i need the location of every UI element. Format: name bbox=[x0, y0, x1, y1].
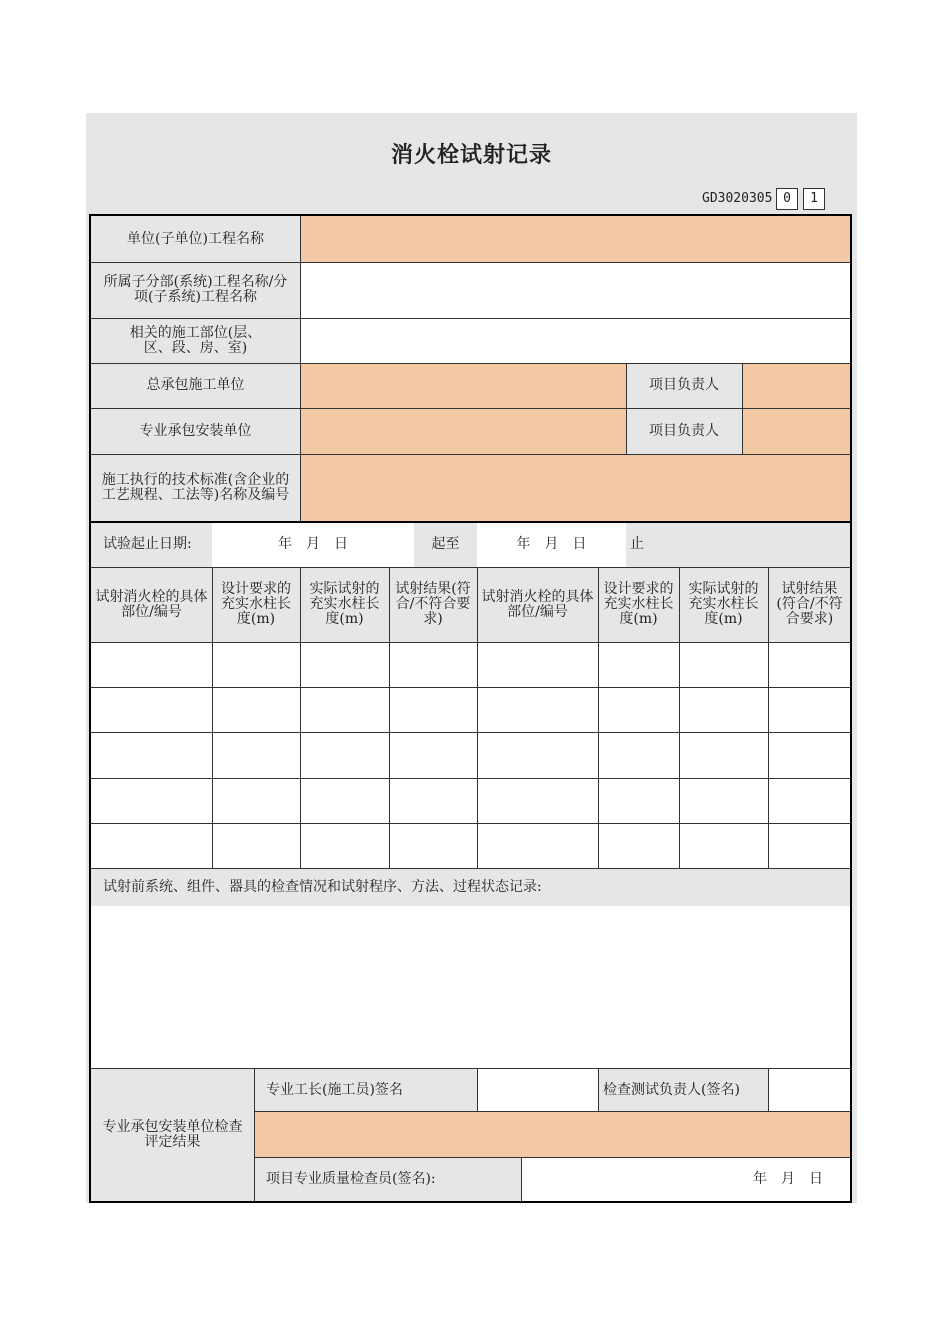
grid-line bbox=[91, 687, 851, 688]
table-header-result-2: 试射结果(符合/不符合要求) bbox=[768, 567, 851, 642]
table-header-location-1: 试射消火栓的具体部位/编号 bbox=[91, 567, 212, 642]
input-end-date[interactable]: 年 月 日 bbox=[477, 522, 626, 567]
form-code: GD3020305 bbox=[702, 191, 773, 206]
grid-line bbox=[91, 1068, 851, 1069]
grid-line bbox=[91, 642, 851, 643]
input-project-manager-2[interactable] bbox=[742, 408, 851, 454]
input-record[interactable] bbox=[91, 906, 851, 1068]
label-inspector: 项目专业质量检查员(签名): bbox=[254, 1157, 521, 1202]
grid-line bbox=[768, 1068, 769, 1112]
grid-line bbox=[742, 363, 743, 454]
grid-line bbox=[521, 1157, 522, 1202]
grid-line bbox=[90, 214, 852, 216]
table-header-design-length-1: 设计要求的充实水柱长度(m) bbox=[212, 567, 300, 642]
label-project-manager-1: 项目负责人 bbox=[626, 363, 742, 408]
label-project-manager-2: 项目负责人 bbox=[626, 408, 742, 454]
table-header-actual-length-1: 实际试射的充实水柱长度(m) bbox=[300, 567, 389, 642]
label-subproject-name: 所属子分部(系统)工程名称/分项(子系统)工程名称 bbox=[91, 262, 300, 318]
grid-line bbox=[91, 732, 851, 733]
grid-line bbox=[300, 216, 301, 522]
grid-line bbox=[598, 567, 599, 868]
grid-line bbox=[254, 1157, 851, 1158]
label-general-contractor: 总承包施工单位 bbox=[91, 363, 300, 408]
grid-line bbox=[90, 1201, 852, 1203]
label-standard: 施工执行的技术标准(含企业的工艺规程、工法等)名称及编号 bbox=[91, 454, 300, 522]
input-subproject-name[interactable] bbox=[300, 262, 851, 318]
input-special-contractor[interactable] bbox=[300, 408, 626, 454]
input-start-date[interactable]: 年 月 日 bbox=[212, 522, 414, 567]
label-project-name: 单位(子单位)工程名称 bbox=[91, 216, 300, 262]
grid-line bbox=[91, 521, 851, 523]
grid-line bbox=[91, 262, 851, 263]
input-general-contractor[interactable] bbox=[300, 363, 626, 408]
grid-line bbox=[91, 778, 851, 779]
label-special-contractor: 专业承包安装单位 bbox=[91, 408, 300, 454]
form-code-box-2: 1 bbox=[803, 188, 825, 210]
input-standard[interactable] bbox=[300, 454, 851, 522]
grid-line bbox=[91, 567, 851, 568]
input-tester-signature[interactable] bbox=[768, 1068, 851, 1112]
label-date-stop: 止 bbox=[626, 522, 851, 567]
label-location: 相关的施工部位(层、区、段、房、室) bbox=[91, 318, 300, 363]
grid-line bbox=[679, 567, 680, 868]
grid-line bbox=[254, 1111, 851, 1112]
table-header-result-1: 试射结果(符合/不符合要求) bbox=[389, 567, 477, 642]
grid-line bbox=[254, 1068, 255, 1202]
grid-line bbox=[626, 363, 627, 454]
input-foreman-signature[interactable] bbox=[477, 1068, 598, 1112]
grid-line bbox=[850, 214, 852, 1203]
label-evaluation: 专业承包安装单位检查评定结果 bbox=[91, 1068, 254, 1202]
table-header-location-2: 试射消火栓的具体部位/编号 bbox=[477, 567, 598, 642]
label-date-to: 起至 bbox=[414, 522, 477, 567]
grid-line bbox=[91, 868, 851, 869]
input-project-manager-1[interactable] bbox=[742, 363, 851, 408]
form-code-box-1: 0 bbox=[776, 188, 798, 210]
grid-line bbox=[91, 823, 851, 824]
label-tester: 检查测试负责人(签名) bbox=[598, 1068, 768, 1112]
input-evaluation-result[interactable] bbox=[254, 1112, 851, 1157]
grid-line bbox=[598, 1068, 599, 1112]
grid-line bbox=[89, 214, 91, 1203]
grid-line bbox=[300, 567, 301, 868]
label-record: 试射前系统、组件、器具的检查情况和试射程序、方法、过程状态记录: bbox=[91, 869, 851, 906]
grid-line bbox=[91, 318, 851, 319]
page-title: 消火栓试射记录 bbox=[390, 143, 552, 168]
table-body[interactable] bbox=[91, 642, 851, 869]
label-test-dates: 试验起止日期: bbox=[91, 522, 212, 567]
table-header-design-length-2: 设计要求的充实水柱长度(m) bbox=[598, 567, 679, 642]
input-project-name[interactable] bbox=[300, 216, 851, 262]
grid-line bbox=[477, 1068, 478, 1112]
grid-line bbox=[91, 454, 851, 455]
grid-line bbox=[477, 567, 478, 868]
grid-line bbox=[389, 567, 390, 868]
grid-line bbox=[212, 567, 213, 868]
grid-line bbox=[91, 363, 851, 364]
grid-line bbox=[768, 567, 769, 868]
label-foreman: 专业工长(施工员)签名 bbox=[254, 1068, 477, 1112]
input-location[interactable] bbox=[300, 318, 851, 363]
grid-line bbox=[91, 408, 851, 409]
table-header-actual-length-2: 实际试射的充实水柱长度(m) bbox=[679, 567, 768, 642]
input-inspector-signature-date[interactable]: 年 月 日 bbox=[521, 1157, 851, 1202]
